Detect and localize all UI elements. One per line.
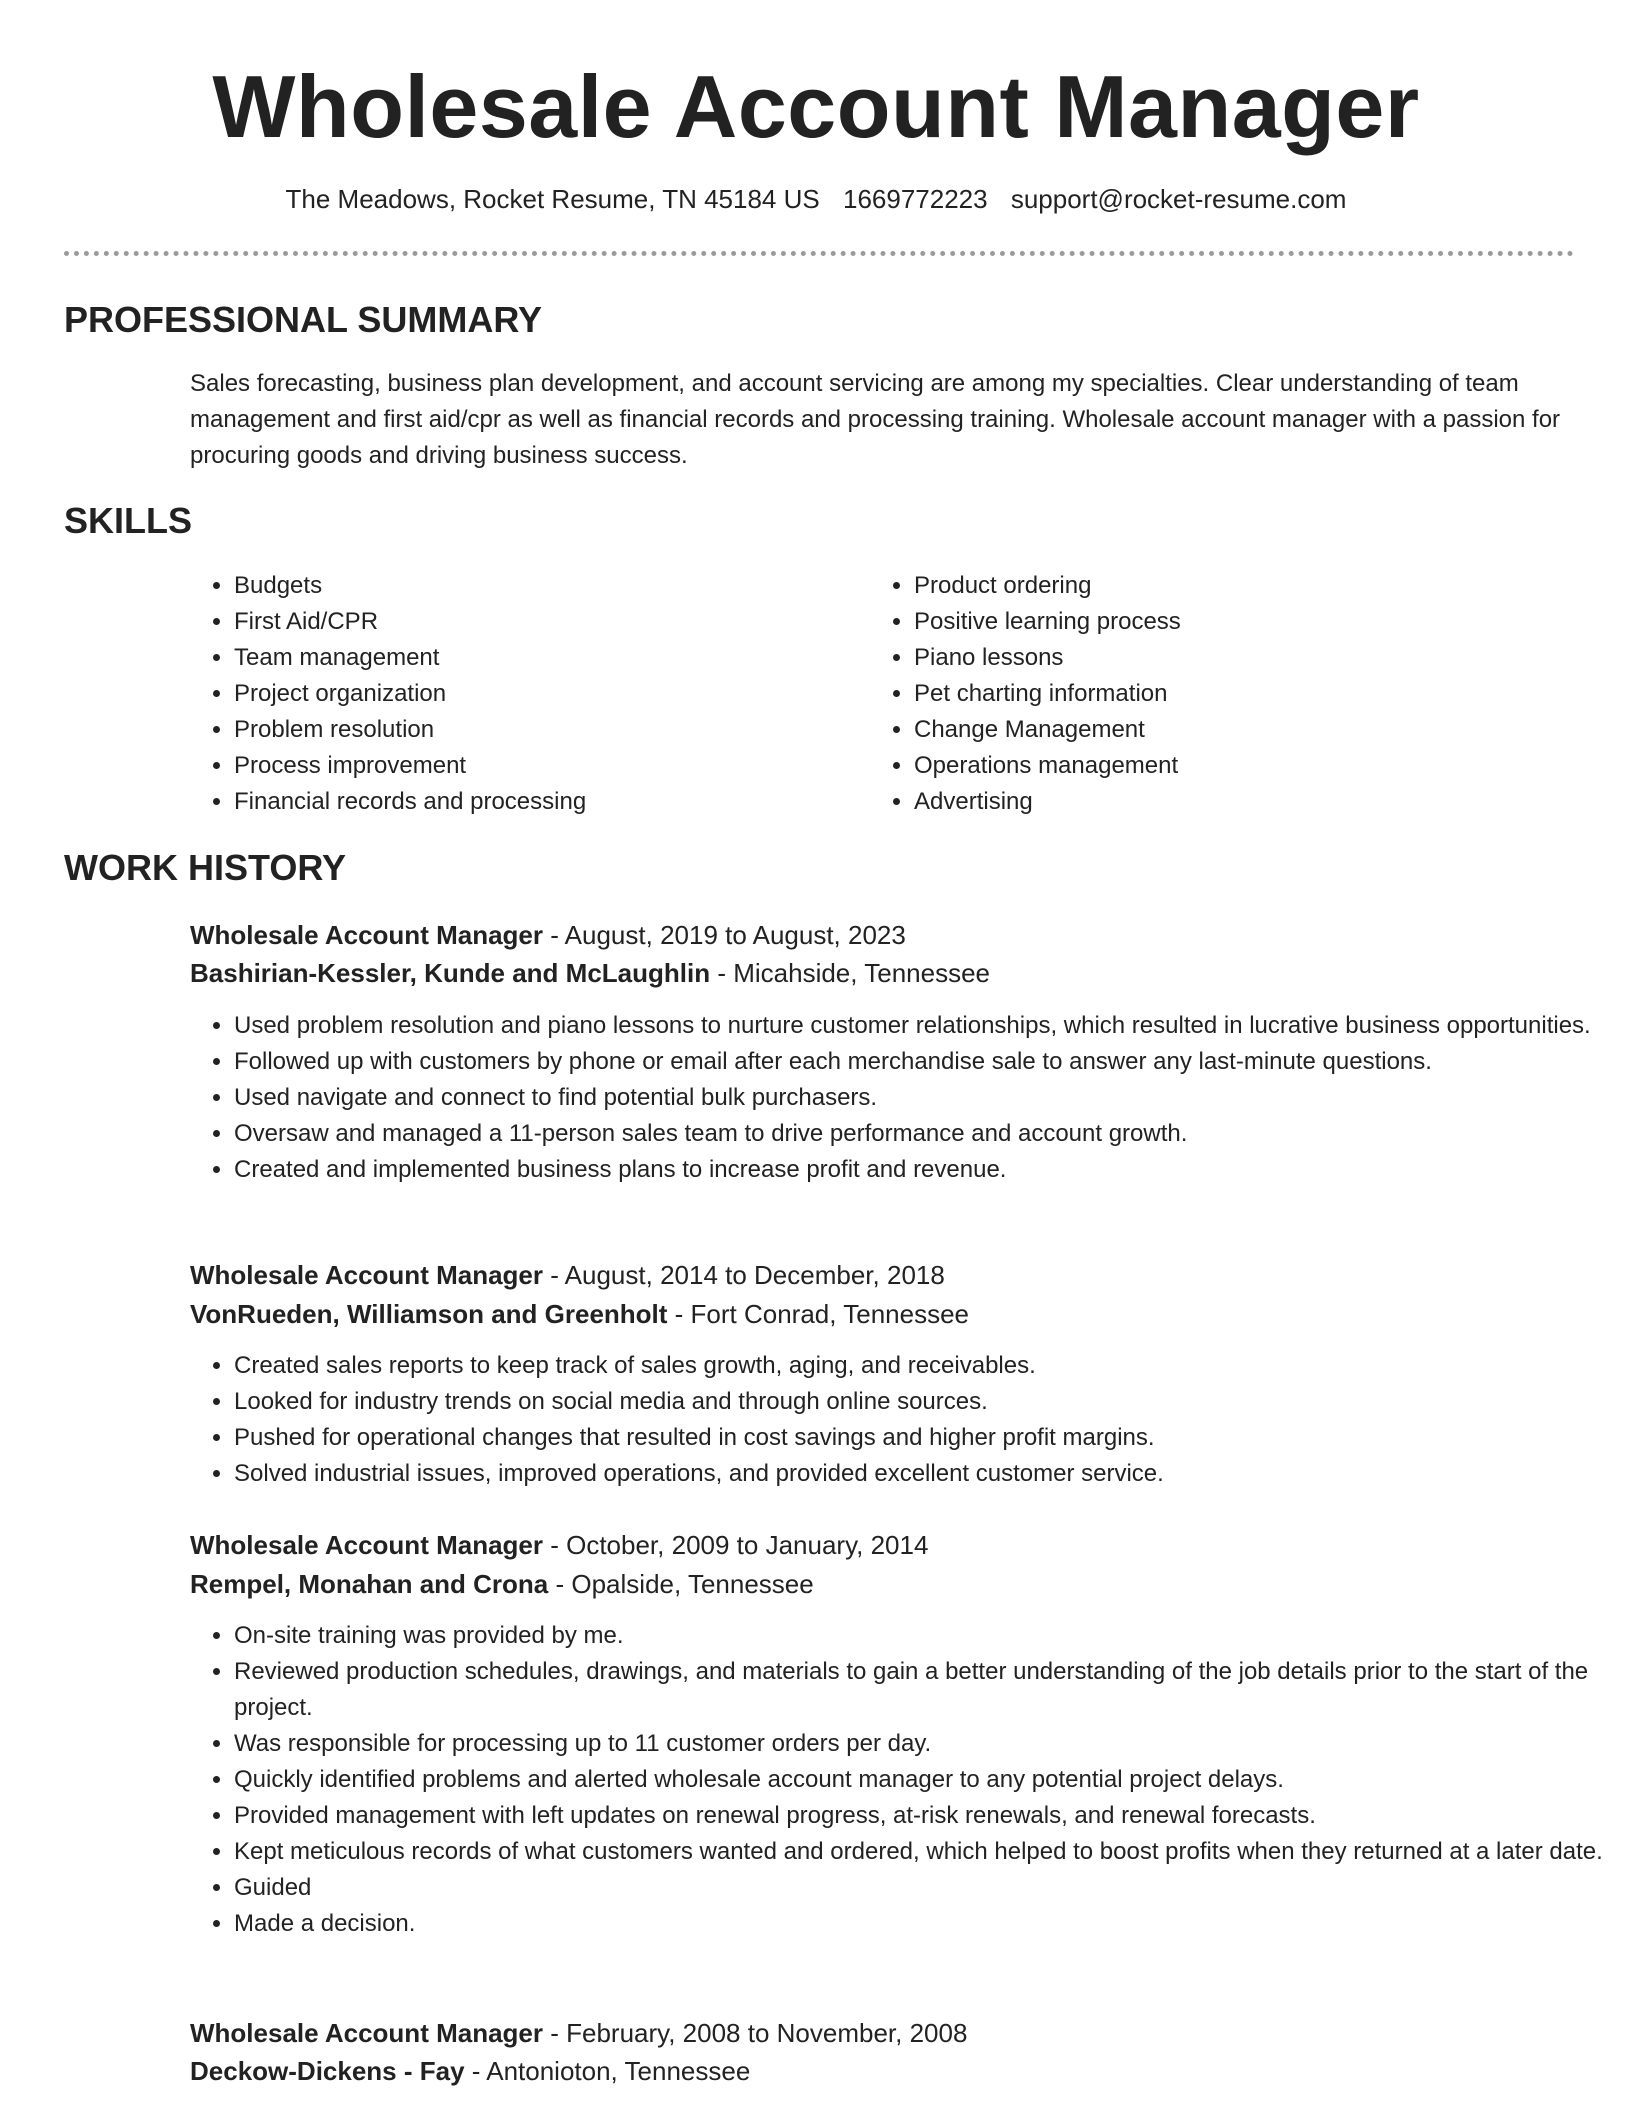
skill-item: • Pet charting information <box>914 676 1181 712</box>
job-role: Wholesale Account Manager <box>190 2018 543 2048</box>
skill-item: • Project organization <box>234 676 586 712</box>
job-dates: - October, 2009 to January, 2014 <box>543 1530 929 1560</box>
job-dates: - August, 2014 to December, 2018 <box>543 1260 945 1290</box>
list-item: • Quickly identified problems and alerted wholesale account manager to any potential project delays. <box>234 1762 1604 1798</box>
list-item: • On-site training was provided by me. <box>234 1618 1604 1654</box>
list-item: • Used problem resolution and piano lessons to nurture customer relationships, which resulted in lucrative business opportunities. <box>234 1008 1604 1044</box>
job-role-line <box>190 917 906 953</box>
skills-heading: SKILLS <box>64 500 193 541</box>
list-item: • Made a decision. <box>234 1906 1604 1942</box>
job-company-line <box>190 1566 814 1602</box>
address: The Meadows, Rocket Resume, TN 45184 US <box>285 184 820 214</box>
skill-item: • Process improvement <box>234 748 586 784</box>
list-item: • Kept meticulous records of what customers wanted and ordered, which helped to boost profits when they returned at a later date. <box>234 1834 1604 1870</box>
skill-item: • Problem resolution <box>234 712 586 748</box>
summary-heading: PROFESSIONAL SUMMARY <box>64 299 543 340</box>
list-item: • Reviewed production schedules, drawings, and materials to gain a better understanding of the job details prior to the start of the project. <box>234 1654 1604 1726</box>
job-location: - Micahside, Tennessee <box>710 958 991 988</box>
skill-item: • Operations management <box>914 748 1181 784</box>
job-bullets <box>190 1008 1604 1188</box>
list-item: • Solved industrial issues, improved operations, and provided excellent customer service. <box>234 1456 1604 1492</box>
skill-item: • Financial records and processing <box>234 784 586 820</box>
list-item: • Oversaw and managed a 11-person sales team to drive performance and account growth. <box>234 1116 1604 1152</box>
contact-line <box>0 182 1632 216</box>
work-history-heading: WORK HISTORY <box>64 847 347 888</box>
skill-item: • Piano lessons <box>914 640 1181 676</box>
job-role-line <box>190 1257 945 1293</box>
job-location: - Fort Conrad, Tennessee <box>667 1299 970 1329</box>
job-role: Wholesale Account Manager <box>190 1530 543 1560</box>
job-location: - Opalside, Tennessee <box>548 1569 814 1599</box>
skill-item: • First Aid/CPR <box>234 604 586 640</box>
job-dates: - August, 2019 to August, 2023 <box>543 920 906 950</box>
header-divider <box>64 251 1574 256</box>
skill-item: • Product ordering <box>914 568 1181 604</box>
job-company: Bashirian-Kessler, Kunde and McLaughlin <box>190 958 711 988</box>
list-item: • Created sales reports to keep track of sales growth, aging, and receivables. <box>234 1348 1604 1384</box>
email[interactable]: support@rocket-resume.com <box>1010 184 1347 214</box>
list-item: • Used navigate and connect to find potential bulk purchasers. <box>234 1080 1604 1116</box>
job-location: - Antonioton, Tennessee <box>464 2056 751 2086</box>
summary-text: Sales forecasting, business plan development, and account servicing are among my specialties. Clear understanding of team management and first aid/cpr as well as financial records and processing training. Wholesale account manager with a passion for procuring goods and driving business success. <box>190 370 1561 469</box>
list-item: • Provided management with left updates on renewal progress, at-risk renewals, and renewal forecasts. <box>234 1798 1604 1834</box>
list-item: • Pushed for operational changes that resulted in cost savings and higher profit margins. <box>234 1420 1604 1456</box>
phone: 1669772223 <box>842 184 988 214</box>
list-item: • Guided <box>234 1870 1604 1906</box>
job-company-line <box>190 955 990 991</box>
list-item: • Looked for industry trends on social media and through online sources. <box>234 1384 1604 1420</box>
job-bullets <box>190 1618 1604 1942</box>
skill-item: • Team management <box>234 640 586 676</box>
job-role-line <box>190 2015 967 2051</box>
job-role: Wholesale Account Manager <box>190 1260 543 1290</box>
skills-list-right <box>870 568 1181 820</box>
skill-item: • Change Management <box>914 712 1181 748</box>
list-item: • Followed up with customers by phone or email after each merchandise sale to answer any last-minute questions. <box>234 1044 1604 1080</box>
job-bullets <box>190 1348 1604 1492</box>
list-item: • Created and implemented business plans to increase profit and revenue. <box>234 1152 1604 1188</box>
skills-list-left <box>190 568 586 820</box>
job-dates: - February, 2008 to November, 2008 <box>543 2018 968 2048</box>
list-item: • Was responsible for processing up to 11 customer orders per day. <box>234 1726 1604 1762</box>
job-company: Rempel, Monahan and Crona <box>190 1569 549 1599</box>
skill-item: • Advertising <box>914 784 1181 820</box>
job-company: VonRueden, Williamson and Greenholt <box>190 1299 668 1329</box>
job-role: Wholesale Account Manager <box>190 920 543 950</box>
skill-item: • Positive learning process <box>914 604 1181 640</box>
job-company: Deckow-Dickens - Fay <box>190 2056 465 2086</box>
job-role-line <box>190 1527 928 1563</box>
job-company-line <box>190 1296 969 1332</box>
job-company-line <box>190 2053 750 2089</box>
candidate-name: Wholesale Account Manager <box>212 57 1420 156</box>
skill-item: • Budgets <box>234 568 586 604</box>
